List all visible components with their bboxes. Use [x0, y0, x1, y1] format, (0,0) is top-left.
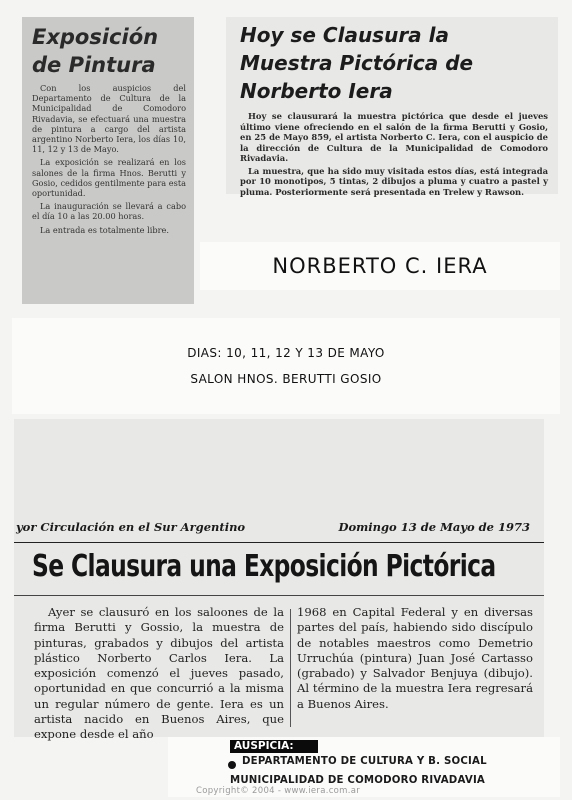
newspaper-masthead: [14, 520, 544, 540]
clipping-hoy-se-clausura: [226, 17, 558, 197]
clipping-body: [22, 79, 194, 235]
paragraph: Con los auspicios del Departamento de Cultura de la Municipalidad de Comodoro Rivadavia, se efectuará una muestra de pintura a cargo del artista argentino Norberto Iera, los días 10, 11, 12 y 13 de Mayo.: [32, 83, 186, 155]
paragraph: Hoy se clausurará la muestra pictórica que desde el jueves último viene ofreciendo en el salón de la firma Berutti y Gosio, en 25 de Mayo 859, el artista Norberto C. Iera, con el auspicio de la dirección de Cultura de la Municipalidad de Comodoro Rivadavia.: [240, 111, 548, 163]
paragraph: La muestra, que ha sido muy visitada estos días, está integrada por 10 monotipos, 5 tintas, 2 dibujos a pluma y cuatro a pastel y pluma. Posteriormente será presentada en Trelew y Rawson.: [240, 165, 548, 197]
bullet-icon: [228, 761, 236, 769]
exhibition-venue: SALON HNOS. BERUTTI GOSIO: [190, 372, 382, 386]
sponsor-line-2: MUNICIPALIDAD DE COMODORO RIVADAVIA: [230, 775, 486, 786]
sponsor-line-1: DEPARTAMENTO DE CULTURA Y B. SOCIAL: [242, 756, 487, 767]
article-column-right: 1968 en Capital Federal y en diversas partes del país, habiendo sido discípulo de notables maestros como Demetrio Urruchúa (pintura) Juan José Cartasso (grabado) y Salvador Benjuya (dibujo). Al término de la muestra Iera regresará a Buenos Aires.: [297, 605, 533, 711]
clipping-artist-name: [200, 242, 560, 290]
paragraph: La exposición se realizará en los salones de la firma Hnos. Berutti y Gosio, cedidos gentilmente para esta oportunidad.: [32, 157, 186, 199]
copyright-watermark: Copyright© 2004 - www.iera.com.ar: [196, 786, 361, 796]
clipping-heading: Hoy se Clausura la Muestra Pictórica de Norberto Iera: [240, 23, 474, 103]
article-column-left: Ayer se clausuró en los saloones de la firma Berutti y Gossio, la muestra de pinturas, grabados y dibujos del artista plástico Norberto Carlos Iera. La exposición comenzó el jueves pasado, oportunidad en que concurrió a la misma un regular número de gente. Iera es un artista nacido en Buenos Aires, que expone desde el año: [34, 605, 284, 742]
clipping-newspaper-article: [14, 419, 544, 742]
paragraph: La entrada es totalmente libre.: [40, 224, 169, 235]
clipping-dates-venue: [12, 318, 560, 414]
column-divider: [290, 609, 291, 727]
headline-rule: [14, 595, 544, 596]
paragraph: La inauguración se llevará a cabo el día 10 a las 20.00 horas.: [32, 201, 186, 222]
artist-name: NORBERTO C. IERA: [272, 254, 488, 278]
masthead-slogan: yor Circulación en el Sur Argentino: [16, 520, 246, 534]
masthead-date: Domingo 13 de Mayo de 1973: [338, 520, 530, 534]
clipping-body: [226, 105, 558, 197]
clipping-heading: Exposición de Pintura: [32, 25, 159, 77]
article-headline: Se Clausura una Exposición Pictórica: [32, 549, 496, 584]
auspicia-label: AUSPICIA:: [230, 740, 318, 753]
masthead-rule: [14, 542, 544, 543]
exhibition-dates: DIAS: 10, 11, 12 Y 13 DE MAYO: [187, 346, 385, 360]
clipping-exposicion-de-pintura: [22, 17, 194, 304]
